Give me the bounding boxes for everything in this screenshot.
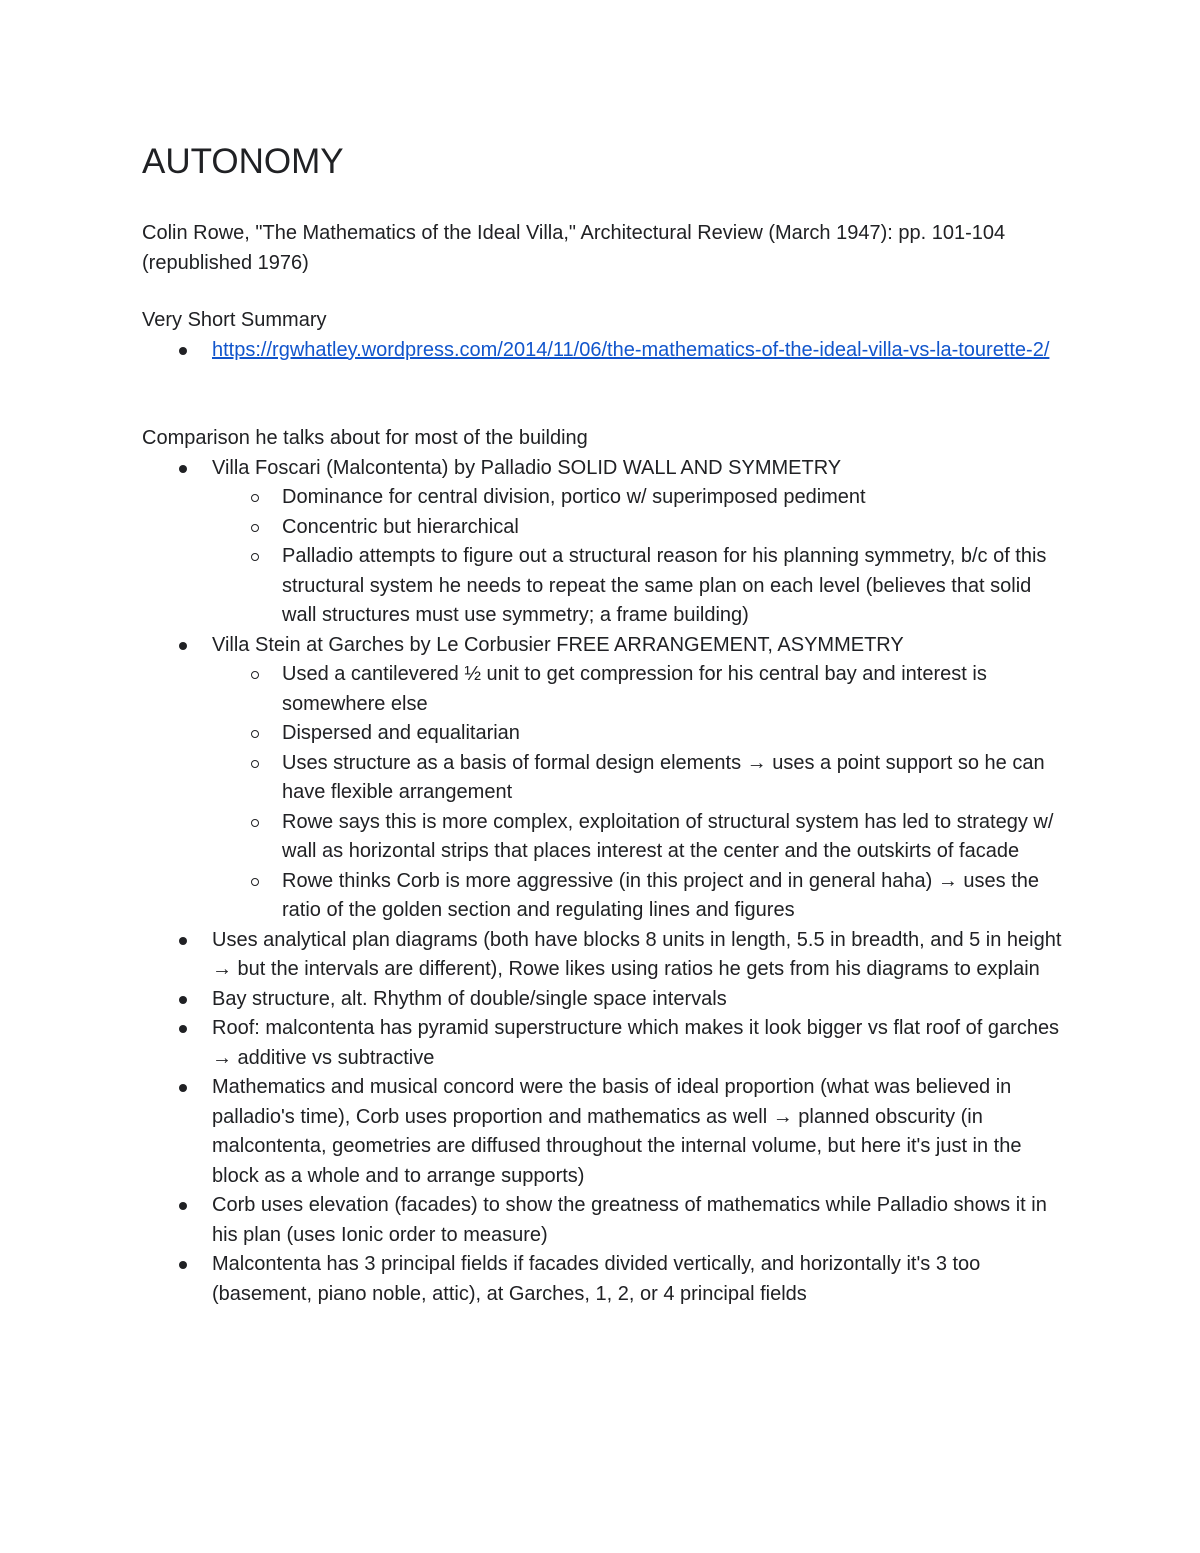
bullet-icon xyxy=(179,996,187,1004)
sublist-item-text: Rowe says this is more complex, exploitation of structural system has led to strategy w/ wall as horizontal strips that places interest at the center and the outskirts of facade xyxy=(282,810,1054,862)
sublist xyxy=(142,483,1062,631)
document-title: AUTONOMY xyxy=(142,142,344,181)
circle-bullet-icon xyxy=(251,553,259,561)
sublist-item-text: Rowe thinks Corb is more aggressive (in this project and in general haha) → uses the ratio of the golden section and regulating lines and figures xyxy=(282,869,1040,921)
sublist-item-text: Dominance for central division, portico w/ superimposed pediment xyxy=(282,486,866,508)
sublist-item-text: Used a cantilevered ½ unit to get compression for his central bay and interest is somewhere else xyxy=(282,663,987,715)
sublist-item-text: Uses structure as a basis of formal design elements → uses a point support so he can have flexible arrangement xyxy=(282,751,1045,803)
sublist-item xyxy=(142,483,1062,513)
citation-text: Colin Rowe, "The Mathematics of the Ideal Villa," Architectural Review (March 1947): pp. 101-104 (republished 1976) xyxy=(142,222,1006,274)
list-item xyxy=(142,336,1062,366)
summary-heading: Very Short Summary xyxy=(142,309,327,331)
bullet-icon xyxy=(179,937,187,945)
list-item xyxy=(142,985,1062,1015)
bullet-icon xyxy=(179,347,187,355)
list-item xyxy=(142,1250,1062,1309)
list-item xyxy=(142,1191,1062,1250)
summary-link[interactable]: https://rgwhatley.wordpress.com/2014/11/06/the-mathematics-of-the-ideal-villa-vs-la-tourette-2/ xyxy=(212,338,1050,361)
bullet-icon xyxy=(179,642,187,650)
sublist-item-text: Concentric but hierarchical xyxy=(282,515,519,538)
list-item xyxy=(142,926,1062,985)
list-item-text: Mathematics and musical concord were the basis of ideal proportion (what was believed in palladio's time), Corb uses proportion and mathematics as well → planned obscurity (in malcontenta, geometries are diffused throughout the internal volume, but here it's just in the block as a whole and to arrange supports) xyxy=(212,1076,1022,1187)
bullet-icon xyxy=(179,1084,187,1092)
list-item xyxy=(142,631,1062,926)
summary-section xyxy=(142,306,1062,365)
sublist-item xyxy=(142,542,1062,631)
comparison-heading: Comparison he talks about for most of the building xyxy=(142,427,588,449)
sublist-item xyxy=(142,749,1062,808)
list-item-text: Roof: malcontenta has pyramid superstructure which makes it look bigger vs flat roof of garches → additive vs subtractive xyxy=(212,1017,1060,1069)
sublist-item xyxy=(142,867,1062,926)
comparison-list xyxy=(142,454,1062,1310)
circle-bullet-icon xyxy=(251,730,259,738)
sublist-item xyxy=(142,513,1062,543)
list-item-text: Bay structure, alt. Rhythm of double/single space intervals xyxy=(212,987,727,1010)
comparison-section xyxy=(142,424,1062,1309)
list-item-text: Uses analytical plan diagrams (both have blocks 8 units in length, 5.5 in breadth, and 5 in height → but the intervals are different), Rowe likes using ratios he gets from his diagrams to explain xyxy=(212,928,1062,980)
list-item xyxy=(142,1073,1062,1191)
sublist-item xyxy=(142,660,1062,719)
bullet-icon xyxy=(179,1025,187,1033)
bullet-icon xyxy=(179,465,187,473)
circle-bullet-icon xyxy=(251,671,259,679)
sublist-item xyxy=(142,808,1062,867)
summary-list xyxy=(142,336,1062,366)
bullet-icon xyxy=(179,1261,187,1269)
circle-bullet-icon xyxy=(251,878,259,886)
sublist xyxy=(142,660,1062,926)
list-item xyxy=(142,1014,1062,1073)
sublist-item-text: Dispersed and equalitarian xyxy=(282,722,520,744)
circle-bullet-icon xyxy=(251,494,259,502)
sublist-item xyxy=(142,719,1062,749)
list-item-text: Corb uses elevation (facades) to show the greatness of mathematics while Palladio shows it in his plan (uses Ionic order to measure) xyxy=(212,1194,1047,1246)
list-item-text: Villa Stein at Garches by Le Corbusier FREE ARRANGEMENT, ASYMMETRY xyxy=(212,633,904,656)
list-item-text: Malcontenta has 3 principal fields if facades divided vertically, and horizontally it's 3 too (basement, piano noble, attic), at Garches, 1, 2, or 4 principal fields xyxy=(212,1253,981,1305)
bullet-icon xyxy=(179,1202,187,1210)
circle-bullet-icon xyxy=(251,819,259,827)
sublist-item-text: Palladio attempts to figure out a structural reason for his planning symmetry, b/c of this structural system he needs to repeat the same plan on each level (believes that solid wall structures must use symmetry; a frame building) xyxy=(282,545,1047,626)
circle-bullet-icon xyxy=(251,524,259,532)
list-item xyxy=(142,454,1062,631)
list-item-text: Villa Foscari (Malcontenta) by Palladio SOLID WALL AND SYMMETRY xyxy=(212,456,842,479)
circle-bullet-icon xyxy=(251,760,259,768)
